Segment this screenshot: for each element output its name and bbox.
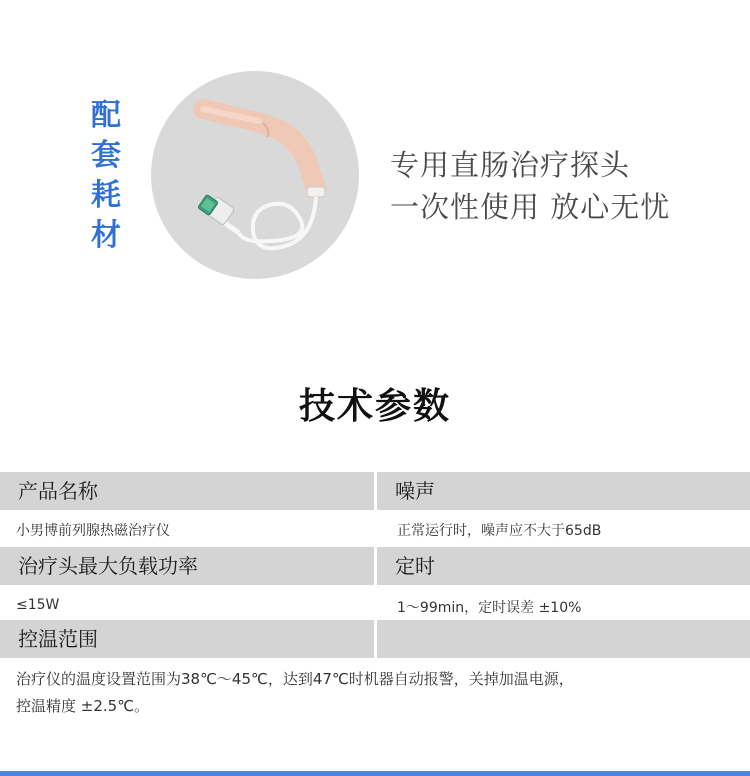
tagline-line1: 专用直肠治疗探头	[390, 148, 631, 182]
spec-header-row	[0, 620, 750, 658]
product-image	[151, 71, 359, 279]
spec-header-temp-range: 控温范围	[0, 620, 374, 658]
spec-value-max-power: ≤15W	[16, 597, 60, 613]
spec-value-noise: 正常运行时，噪声应不大于65dB	[397, 523, 602, 539]
tagline-line2: 一次性使用 放心无忧	[390, 190, 671, 224]
spec-header-row	[0, 547, 750, 585]
accent-bar	[0, 771, 750, 776]
badge-char: 材	[91, 218, 121, 253]
spec-header-noise: 噪声	[377, 472, 750, 510]
temp-range-line1: 治疗仪的温度设置范围为38℃～45℃，达到47℃时机器自动报警，关掉加温电源，	[16, 670, 574, 688]
badge-char: 套	[91, 138, 121, 173]
spec-header-max-power: 治疗头最大负载功率	[0, 547, 374, 585]
spec-header-empty	[377, 620, 750, 658]
spec-header-timer: 定时	[377, 547, 750, 585]
badge-char: 配	[91, 98, 121, 133]
consumable-badge	[84, 96, 128, 256]
spec-header-row	[0, 472, 750, 510]
spec-value-row	[0, 597, 750, 617]
spec-value-timer: 1～99min，定时误差 ±10%	[397, 600, 582, 616]
spec-value-product-name: 小男博前列腺热磁治疗仪	[16, 523, 170, 539]
badge-char: 耗	[91, 178, 121, 213]
product-tagline	[390, 144, 720, 228]
temp-range-description	[16, 666, 716, 720]
temp-range-line2: 控温精度 ±2.5℃。	[16, 697, 150, 715]
spec-header-product-name: 产品名称	[0, 472, 374, 510]
spec-value-row	[0, 520, 750, 540]
rectal-probe-image	[151, 71, 359, 279]
section-title: 技术参数	[298, 386, 451, 427]
